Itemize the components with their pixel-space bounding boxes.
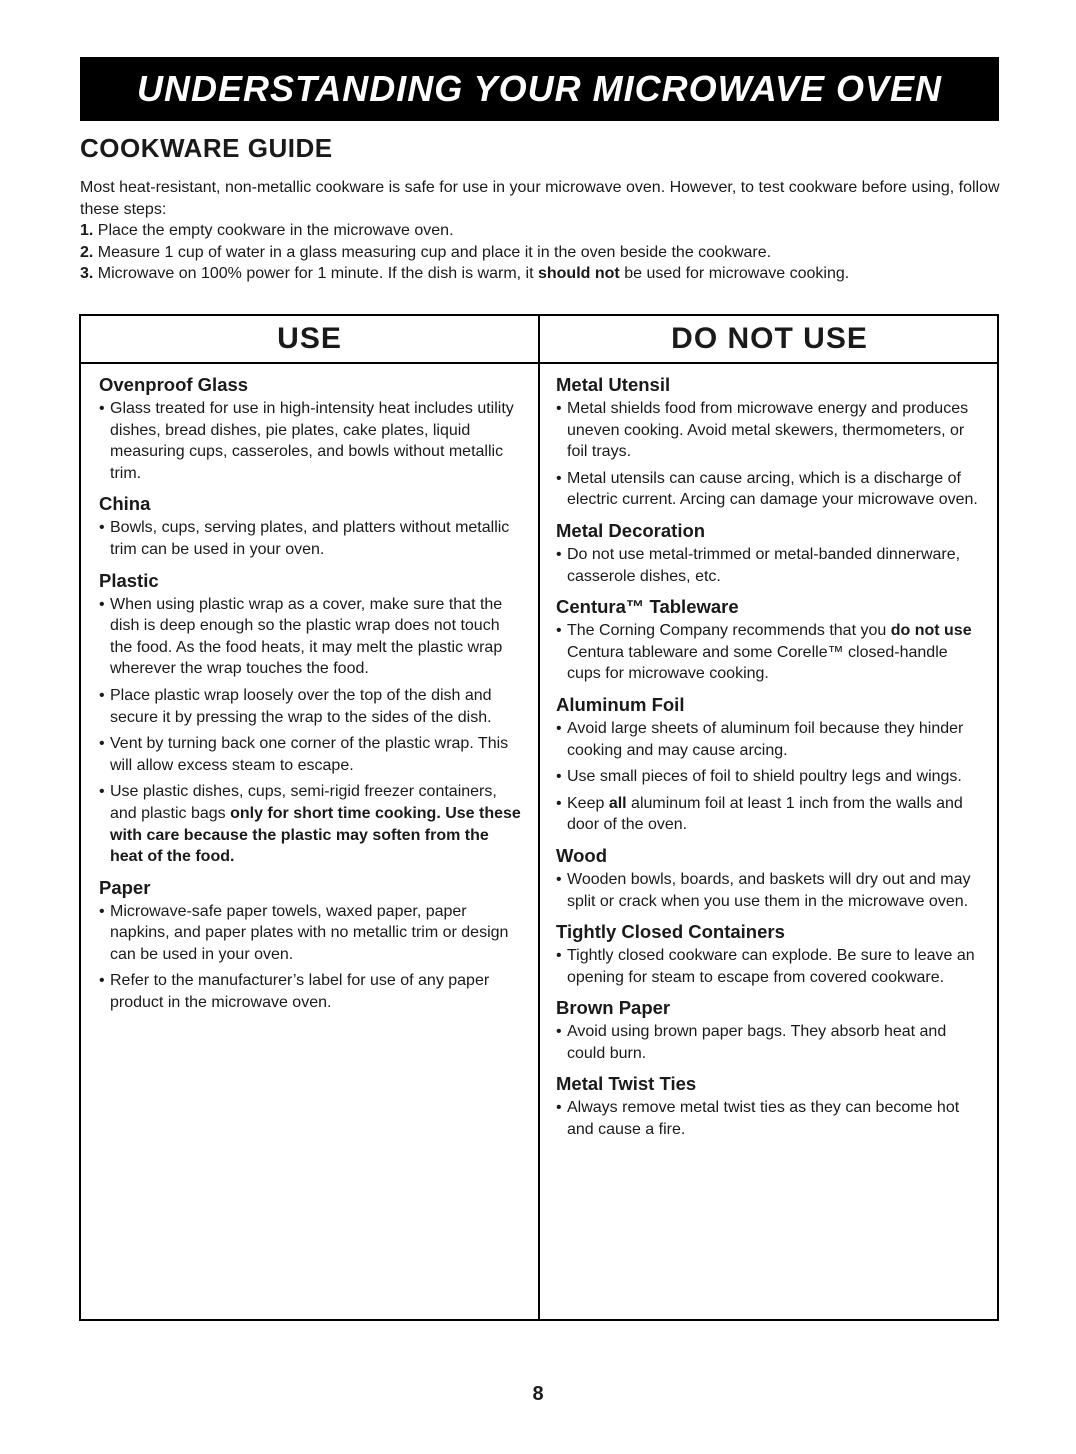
- item-bullet: • Microwave-safe paper towels, waxed paper, paper napkins, and paper plates with no metallic trim or design can be used in your oven.: [99, 901, 524, 966]
- header-rule: [81, 362, 997, 364]
- item-title: Ovenproof Glass: [99, 374, 249, 395]
- item-bullet: • Avoid large sheets of aluminum foil because they hinder cooking and may cause arcing.: [556, 718, 981, 761]
- item-bullet: • The Corning Company recommends that you do not use Centura tableware and some Corelle™ closed-handle cups for microwave cooking.: [556, 620, 981, 685]
- item-bullet: • Bowls, cups, serving plates, and platters without metallic trim can be used in your oven.: [99, 517, 524, 560]
- use-item: [99, 570, 524, 868]
- use-item: [99, 374, 524, 484]
- item-title: Metal Twist Ties: [556, 1073, 697, 1095]
- intro-step: 1. Place the empty cookware in the microwave oven.: [80, 222, 454, 239]
- item-bullet: • When using plastic wrap as a cover, make sure that the dish is deep enough so the plastic wrap does not touch the food. As the food heats, it may melt the plastic wrap wherever the wrap touches the food.: [99, 594, 524, 680]
- item-title: Plastic: [99, 569, 159, 591]
- item-bullet: • Keep all aluminum foil at least 1 inch from the walls and door of the oven.: [556, 793, 981, 836]
- item-title: Tightly Closed Containers: [556, 921, 785, 943]
- item-title: Brown Paper: [556, 997, 671, 1019]
- item-title: Paper: [99, 876, 151, 898]
- intro-block: [80, 177, 1000, 285]
- item-bullet: • Wooden bowls, boards, and baskets will dry out and may split or crack when you use them in the microwave oven.: [556, 869, 981, 912]
- do-not-use-column: [556, 374, 981, 1150]
- do-not-use-item: [556, 997, 981, 1064]
- intro-step: 3. Microwave on 100% power for 1 minute. If the dish is warm, it should not be used for microwave cooking.: [80, 265, 850, 282]
- use-column: [99, 374, 524, 1023]
- intro-steps: [80, 220, 1000, 285]
- intro-paragraph: Most heat-resistant, non-metallic cookware is safe for use in your microwave oven. However, to test cookware before using, follow these steps:: [80, 179, 1000, 218]
- item-bullet: • Use plastic dishes, cups, semi-rigid freezer containers, and plastic bags only for short time cooking. Use these with care because the plastic may soften from the heat of the food.: [99, 781, 524, 867]
- title-banner: [80, 57, 999, 121]
- do-not-use-item: [556, 845, 981, 912]
- do-not-use-item: [556, 596, 981, 685]
- use-item: [99, 493, 524, 560]
- item-bullet: • Vent by turning back one corner of the plastic wrap. This will allow excess steam to escape.: [99, 733, 524, 776]
- item-bullet: • Glass treated for use in high-intensity heat includes utility dishes, bread dishes, pie plates, cake plates, liquid measuring cups, casseroles, and bowls without metallic trim.: [99, 398, 524, 484]
- item-title: China: [99, 493, 151, 515]
- item-bullet: • Metal shields food from microwave energy and produces uneven cooking. Avoid metal skewers, thermometers, or foil trays.: [556, 398, 981, 463]
- item-title: Wood: [556, 844, 608, 866]
- do-not-use-item: [556, 694, 981, 836]
- column-divider: [538, 316, 540, 1319]
- item-title: Aluminum Foil: [556, 693, 685, 715]
- cookware-table: [79, 314, 999, 1321]
- item-title: Metal Decoration: [556, 519, 706, 541]
- item-bullet: • Always remove metal twist ties as they can become hot and cause a fire.: [556, 1097, 981, 1140]
- item-bullet: • Tightly closed cookware can explode. Be sure to leave an opening for steam to escape from covered cookware.: [556, 945, 981, 988]
- do-not-use-item: [556, 520, 981, 587]
- item-title: Centura™ Tableware: [556, 596, 739, 618]
- item-bullet: • Place plastic wrap loosely over the top of the dish and secure it by pressing the wrap to the sides of the dish.: [99, 685, 524, 728]
- page-number: 8: [532, 1383, 544, 1405]
- use-item: [99, 877, 524, 1014]
- use-column-header: USE: [277, 322, 342, 355]
- item-bullet: • Metal utensils can cause arcing, which is a discharge of electric current. Arcing can damage your microwave oven.: [556, 468, 981, 511]
- item-bullet: • Avoid using brown paper bags. They absorb heat and could burn.: [556, 1021, 981, 1064]
- do-not-use-item: [556, 374, 981, 511]
- item-bullet: • Use small pieces of foil to shield poultry legs and wings.: [556, 766, 981, 788]
- item-bullet: • Do not use metal-trimmed or metal-banded dinnerware, casserole dishes, etc.: [556, 544, 981, 587]
- do-not-use-column-header: DO NOT USE: [671, 322, 868, 355]
- section-title: COOKWARE GUIDE: [80, 133, 333, 163]
- item-bullet: • Refer to the manufacturer’s label for use of any paper product in the microwave oven.: [99, 970, 524, 1013]
- banner-title: UNDERSTANDING YOUR MICROWAVE OVEN: [136, 68, 943, 109]
- do-not-use-item: [556, 921, 981, 988]
- intro-step: 2. Measure 1 cup of water in a glass measuring cup and place it in the oven beside the cookware.: [80, 243, 772, 261]
- item-title: Metal Utensil: [556, 374, 671, 395]
- do-not-use-item: [556, 1073, 981, 1140]
